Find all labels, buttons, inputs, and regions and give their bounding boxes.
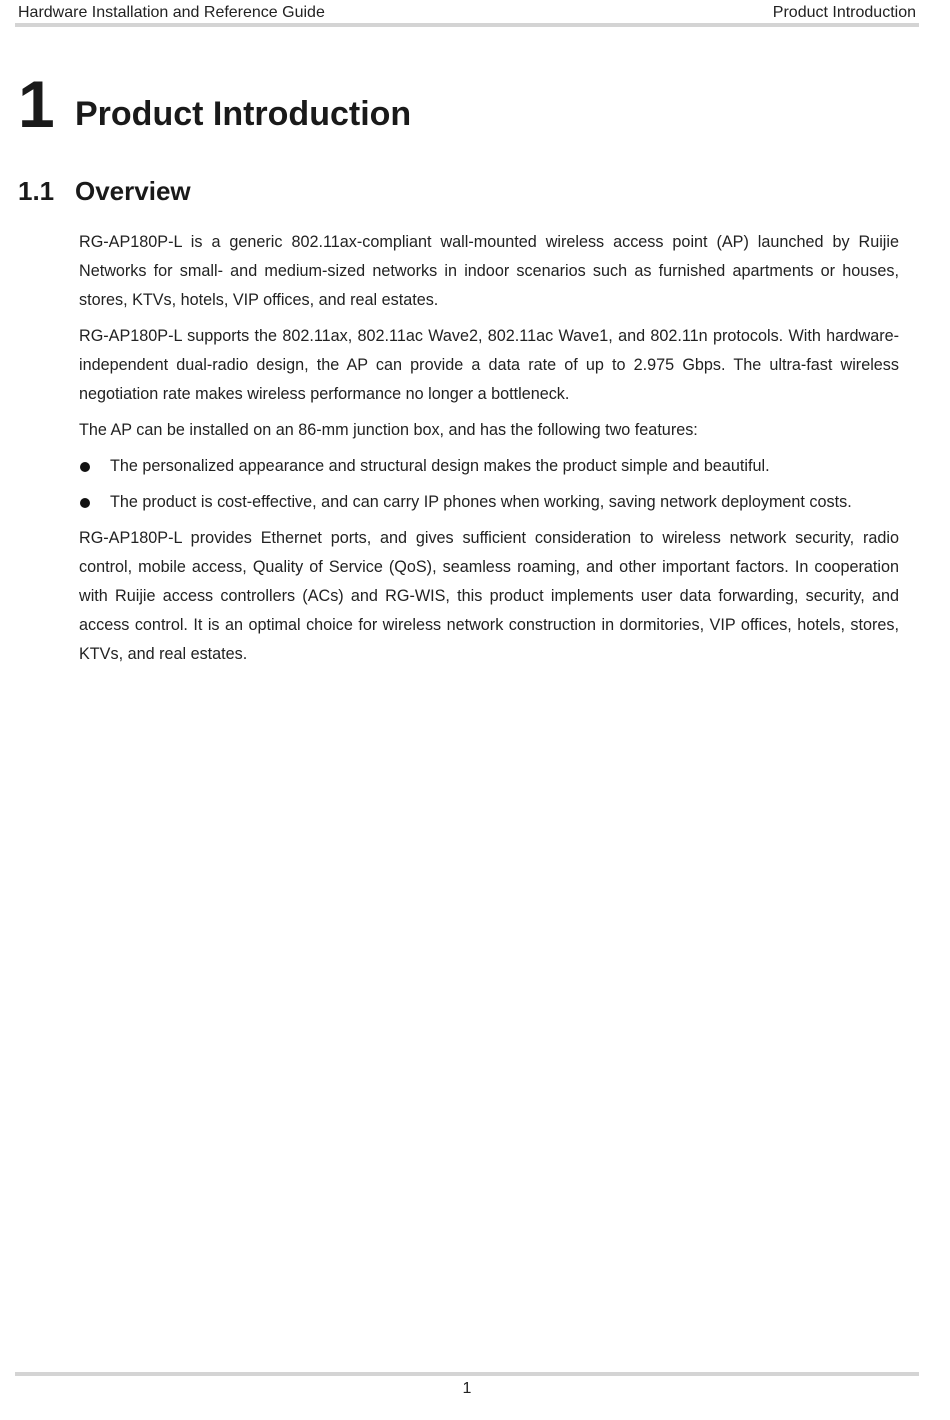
bullet-dot-icon — [80, 462, 90, 472]
paragraph-protocols: RG-AP180P-L supports the 802.11ax, 802.11ac Wave2, 802.11ac Wave1, and 802.11n protocols. With hardware-independent dual-radio design, the AP can provide a data rate of up to 2.975 Gbps. The ultra-fast wireless negotiation rate makes wireless performance no longer a bottleneck. — [79, 327, 899, 403]
page-header — [18, 2, 916, 24]
header-divider — [15, 23, 919, 27]
paragraph-closing: RG-AP180P-L provides Ethernet ports, and gives sufficient consideration to wireless network security, radio control, mobile access, Quality of Service (QoS), seamless roaming, and other important factors. In cooperation with Ruijie access controllers (ACs) and RG-WIS, this product implements user data forwarding, security, and access control. It is an optimal choice for wireless network construction in dormitories, VIP offices, hotels, stores, KTVs, and real estates. — [79, 529, 899, 663]
paragraph-features-lead: The AP can be installed on an 86-mm junction box, and has the following two features: — [79, 421, 698, 439]
list-item-text: The personalized appearance and structural design makes the product simple and beautiful. — [110, 457, 770, 475]
bullet-dot-icon — [80, 498, 90, 508]
section-body — [79, 228, 899, 676]
section-title: Overview — [75, 176, 191, 206]
list-item — [79, 488, 899, 517]
chapter-title: Product Introduction — [75, 95, 412, 133]
list-item — [79, 452, 899, 481]
header-document-title: Hardware Installation and Reference Guide — [18, 4, 325, 21]
footer-divider — [15, 1372, 919, 1376]
paragraph-intro: RG-AP180P-L is a generic 802.11ax-compliant wall-mounted wireless access point (AP) launched by Ruijie Networks for small- and medium-sized networks in indoor scenarios such as furnished apartments or houses, stores, KTVs, hotels, VIP offices, and real estates. — [79, 233, 899, 309]
list-item-text: The product is cost-effective, and can carry IP phones when working, saving network deployment costs. — [110, 493, 852, 511]
header-chapter-title: Product Introduction — [772, 4, 916, 21]
page-number: 1 — [462, 1380, 472, 1397]
section-number: 1.1 — [18, 176, 55, 206]
chapter-number: 1 — [18, 67, 55, 141]
